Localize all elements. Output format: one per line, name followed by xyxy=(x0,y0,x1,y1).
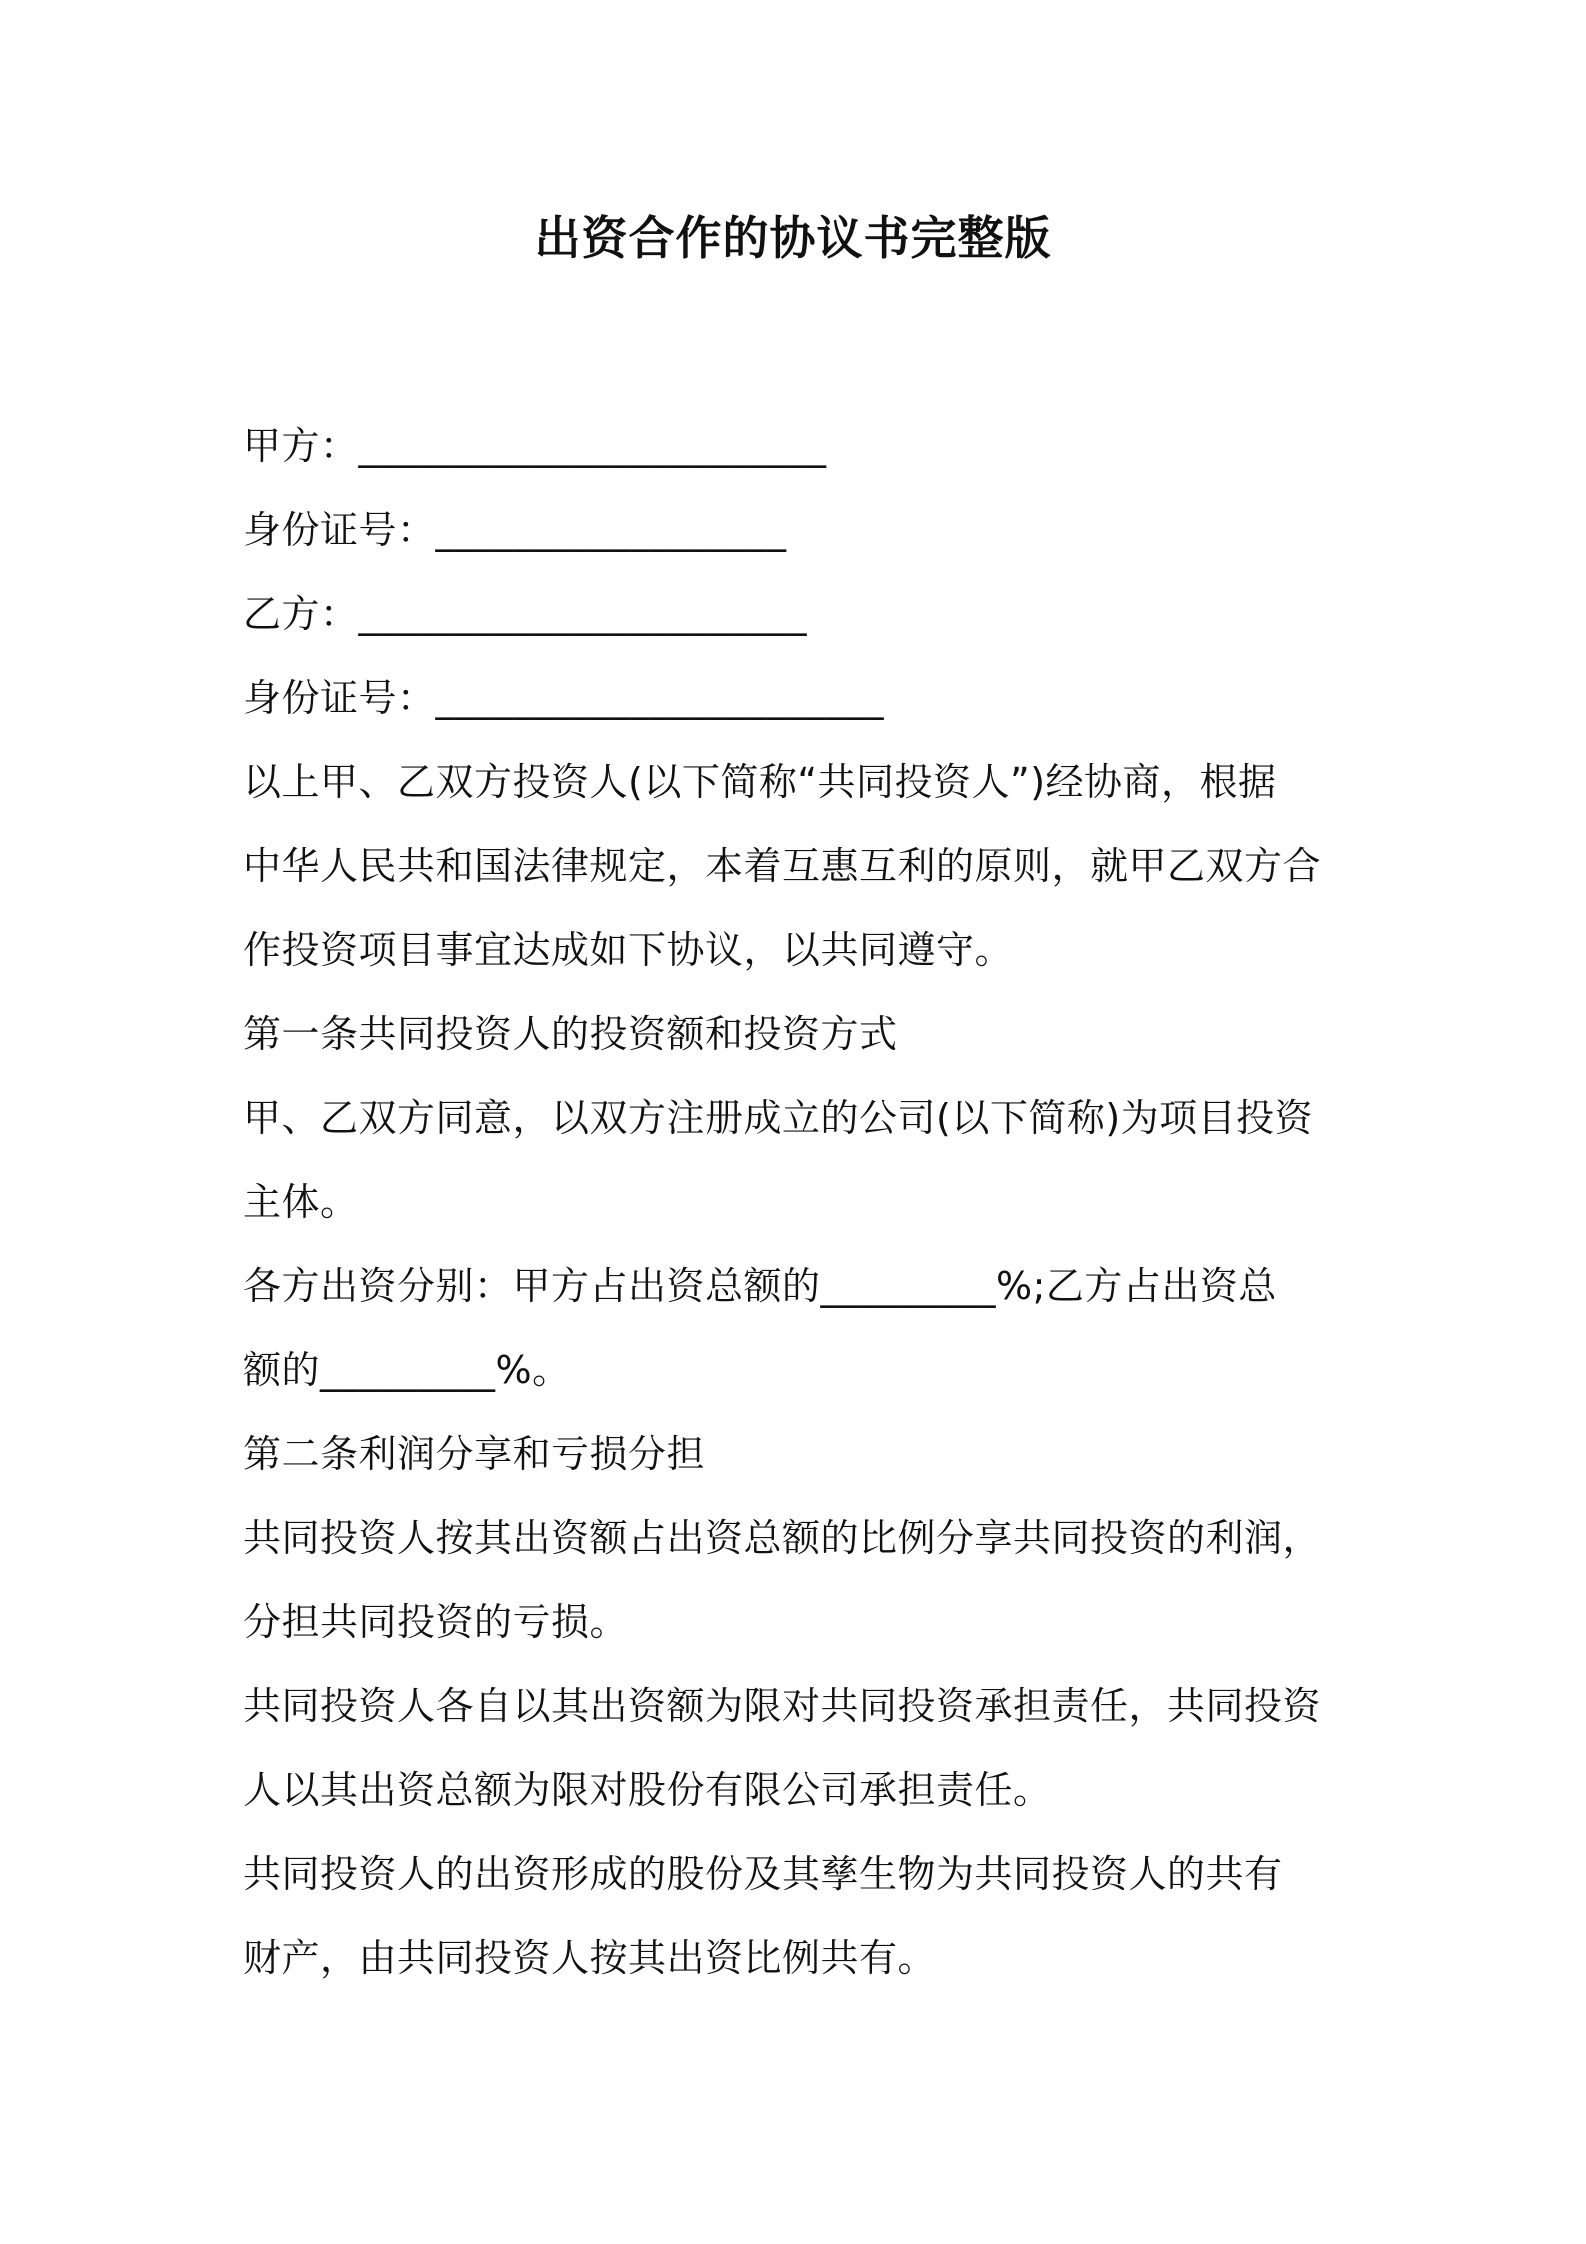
joint-property-paragraph-line: 财产，由共同投资人按其出资比例共有。 xyxy=(243,1936,937,1980)
liability-paragraph-line: 人以其出资总额为限对股份有限公司承担责任。 xyxy=(243,1768,1052,1812)
article-1-heading: 第一条共同投资人的投资额和投资方式 xyxy=(243,1012,898,1056)
profit-sharing-paragraph-line: 分担共同投资的亏损。 xyxy=(243,1600,629,1644)
party-b-line: 乙方：_______________________ xyxy=(243,592,808,636)
party-b-id-line: 身份证号：_______________________ xyxy=(243,676,885,720)
party-a-id-line: 身份证号：__________________ xyxy=(243,508,787,552)
document-title: 出资合作的协议书完整版 xyxy=(534,211,1052,265)
contribution-ratio-line: 额的_________%。 xyxy=(243,1348,571,1392)
joint-property-paragraph-line: 共同投资人的出资形成的股份及其孳生物为共同投资人的共有 xyxy=(243,1852,1283,1896)
article-2-heading: 第二条利润分享和亏损分担 xyxy=(243,1432,706,1476)
article-1-paragraph-line: 主体。 xyxy=(243,1180,359,1224)
contribution-ratio-line: 各方出资分别：甲方占出资总额的_________%;乙方占出资总 xyxy=(243,1264,1277,1308)
document-body xyxy=(243,404,1363,2000)
party-a-line: 甲方：________________________ xyxy=(243,424,827,468)
intro-paragraph-line: 以上甲、乙双方投资人(以下简称“共同投资人”)经协商，根据 xyxy=(243,760,1277,804)
liability-paragraph-line: 共同投资人各自以其出资额为限对共同投资承担责任，共同投资 xyxy=(243,1684,1322,1728)
intro-paragraph-line: 作投资项目事宜达成如下协议，以共同遵守。 xyxy=(243,928,1014,972)
profit-sharing-paragraph-line: 共同投资人按其出资额占出资总额的比例分享共同投资的利润， xyxy=(243,1516,1322,1560)
article-1-paragraph-line: 甲、乙双方同意，以双方注册成立的公司(以下简称)为项目投资 xyxy=(243,1096,1314,1140)
intro-paragraph-line: 中华人民共和国法律规定，本着互惠互利的原则，就甲乙双方合 xyxy=(243,844,1322,888)
